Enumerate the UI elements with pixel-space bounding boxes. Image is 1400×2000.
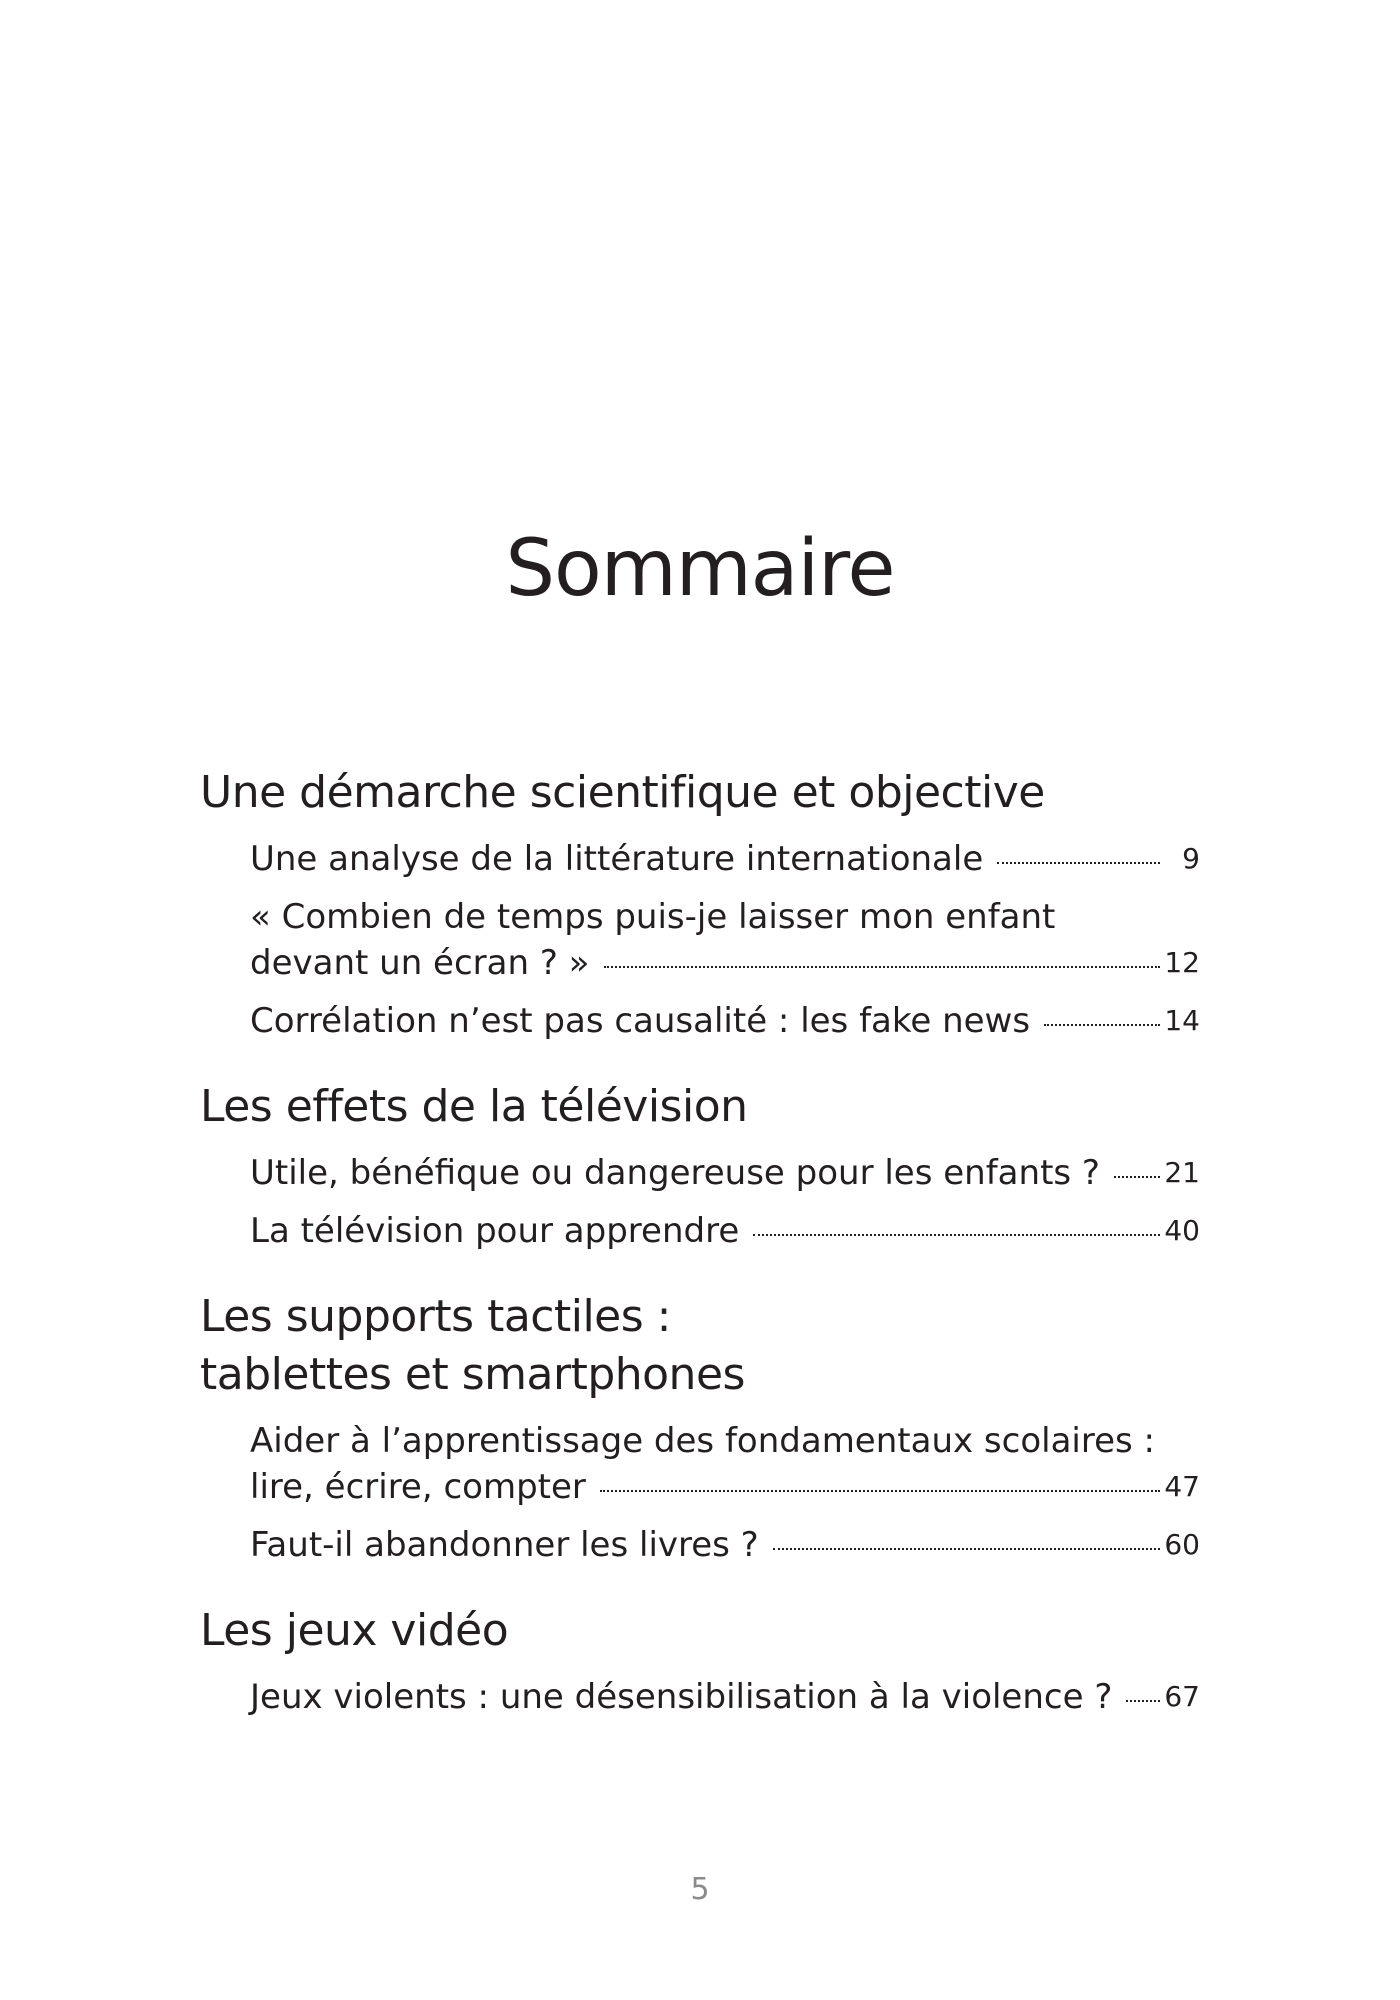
toc-entry[interactable] bbox=[250, 1418, 1200, 1510]
toc-section bbox=[200, 1288, 1200, 1568]
entry-line bbox=[250, 998, 1170, 1044]
entry-page-number: 60 bbox=[1164, 1528, 1200, 1561]
entry-line bbox=[250, 1208, 1170, 1254]
toc-entry[interactable] bbox=[250, 1208, 1200, 1254]
section-entries bbox=[200, 836, 1200, 1044]
section-title-line: Les supports tactiles : bbox=[200, 1291, 671, 1342]
section-entries bbox=[200, 1418, 1200, 1568]
entry-page-number: 40 bbox=[1164, 1214, 1200, 1247]
dot-leader bbox=[773, 1547, 1160, 1550]
section-title-line: Les effets de la télévision bbox=[200, 1081, 748, 1132]
entry-title: « Combien de temps puis-je laisser mon enfant bbox=[250, 897, 1056, 937]
page-number: 5 bbox=[690, 1872, 710, 1907]
table-of-contents bbox=[200, 764, 1200, 1754]
entry-title-continued: lire, écrire, compter bbox=[250, 1467, 586, 1507]
entry-title: La télévision pour apprendre bbox=[250, 1211, 740, 1251]
dot-leader bbox=[600, 1489, 1160, 1492]
entry-title-continued: devant un écran ? » bbox=[250, 943, 590, 983]
section-title-line: tablettes et smartphones bbox=[200, 1349, 745, 1400]
section-title bbox=[200, 1078, 1200, 1136]
toc-entry[interactable] bbox=[250, 894, 1200, 986]
entry-title: Jeux violents : une désensibilisation à la violence ? bbox=[250, 1677, 1113, 1717]
toc-entry[interactable] bbox=[250, 1522, 1200, 1568]
entry-title: Une analyse de la littérature internationale bbox=[250, 839, 984, 879]
entry-line bbox=[250, 1522, 1170, 1568]
toc-entry[interactable] bbox=[250, 1674, 1200, 1720]
section-title bbox=[200, 1288, 1200, 1404]
section-entries bbox=[200, 1150, 1200, 1254]
entry-page-number: 14 bbox=[1164, 1004, 1200, 1037]
section-title-line: Les jeux vidéo bbox=[200, 1605, 509, 1656]
section-title bbox=[200, 1602, 1200, 1660]
entry-title: Utile, bénéfique ou dangereuse pour les enfants ? bbox=[250, 1153, 1100, 1193]
page-title: Sommaire bbox=[505, 524, 895, 614]
entry-title: Faut-il abandonner les livres ? bbox=[250, 1525, 759, 1565]
section-title-line: Une démarche scientifique et objective bbox=[200, 767, 1045, 818]
toc-entry[interactable] bbox=[250, 1150, 1200, 1196]
entry-title: Corrélation n’est pas causalité : les fake news bbox=[250, 1001, 1031, 1041]
entry-line bbox=[250, 1464, 1170, 1510]
entry-page-number: 47 bbox=[1164, 1470, 1200, 1503]
entry-line bbox=[250, 1150, 1170, 1196]
section-title bbox=[200, 764, 1200, 822]
section-entries bbox=[200, 1674, 1200, 1720]
entry-line bbox=[250, 940, 1170, 986]
entry-page-number: 21 bbox=[1164, 1156, 1200, 1189]
toc-section bbox=[200, 1078, 1200, 1254]
toc-section bbox=[200, 764, 1200, 1044]
toc-entry[interactable] bbox=[250, 998, 1200, 1044]
entry-line bbox=[250, 1674, 1170, 1720]
toc-section bbox=[200, 1602, 1200, 1720]
toc-entry[interactable] bbox=[250, 836, 1200, 882]
entry-page-number: 9 bbox=[1182, 842, 1200, 875]
dot-leader bbox=[753, 1233, 1160, 1236]
entry-page-number: 12 bbox=[1164, 946, 1200, 979]
entry-title: Aider à l’apprentissage des fondamentaux scolaires : bbox=[250, 1421, 1155, 1461]
dot-leader bbox=[604, 965, 1161, 968]
entry-page-number: 67 bbox=[1164, 1680, 1200, 1713]
entry-line bbox=[250, 836, 1170, 882]
